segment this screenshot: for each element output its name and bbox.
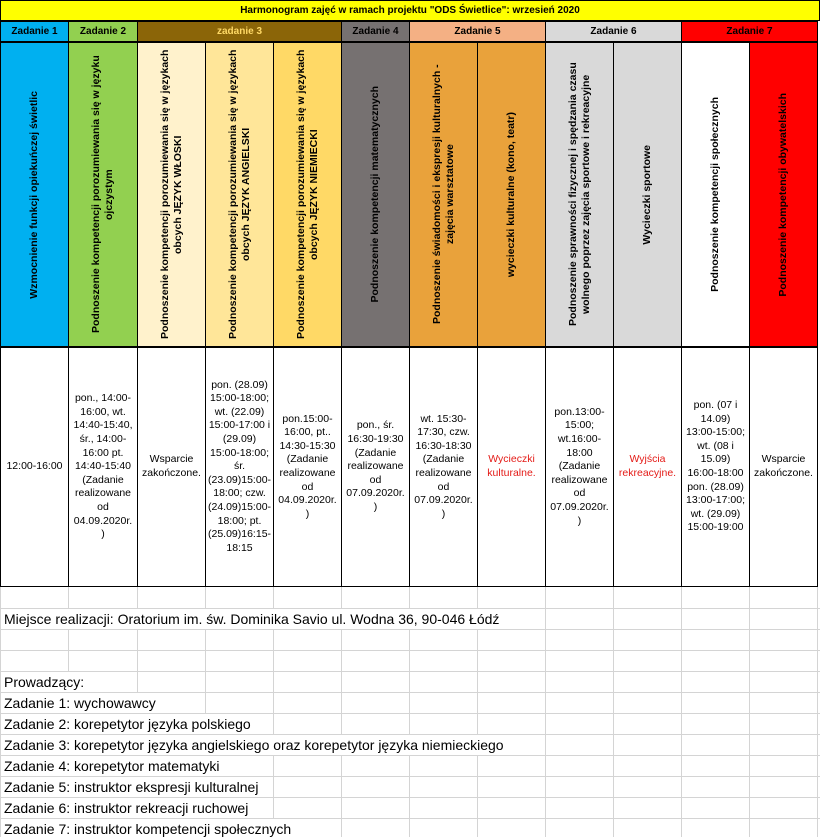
grid-line <box>0 587 1 837</box>
desc-task-5-trips <box>477 42 546 347</box>
leader-task-6: Zadanie 6: instruktor rekreacji ruchowej <box>4 798 252 818</box>
schedule-task-3-english: pon. (28.09) 15:00-18:00; wt. (22.09) 15:00-17:00 i (29.09) 15:00-18:00; śr. (23.09)15:00-18:00; czw. (24.09)15:00-18:00; pt.(25.09)16:15-18:15 <box>205 347 274 587</box>
schedule-task-2: pon., 14:00-16:00, wt. 14:40-15:40, śr., 14:00-16:00 pt. 14:40-15:40 (Zadanie realizowane od 04.09.2020r. ) <box>68 347 138 587</box>
desc-task-1 <box>0 42 69 347</box>
desc-text: Podnoszenie kompetencji porozumiewania się w językach obcych JĘZYK ANGIELSKI <box>226 49 252 340</box>
desc-text: Podnoszenie kompetencji porozumiewania się w języku ojczystym <box>90 55 115 334</box>
schedule-task-6-trips: Wyjścia rekreacyjne. <box>613 347 682 587</box>
desc-text: Podnoszenie kompetencji matematycznych <box>369 86 381 303</box>
leader-task-1: Zadanie 1: wychowawcy <box>4 693 160 713</box>
location-text: Miejsce realizacji: Oratorium im. św. Dominika Savio ul. Wodna 36, 90-046 Łódź <box>4 609 503 629</box>
desc-task-6-trips <box>613 42 682 347</box>
grid-line <box>681 587 682 837</box>
desc-task-2 <box>68 42 138 347</box>
desc-text: Podnoszenie kompetencji społecznych <box>709 97 721 292</box>
grid-line <box>0 629 820 630</box>
header-task-1: Zadanie 1 <box>0 21 69 42</box>
schedule-task-5-workshops: wt. 15:30-17:30, czw. 16:30-18:30 (Zadanie realizowane od 07.09.2020r. ) <box>409 347 478 587</box>
desc-text: Podnoszenie kompetencji obywatelskich <box>777 92 789 297</box>
desc-text: Podnoszenie kompetencji porozumiewania się w językach obcych JĘZYK NIEMIECKI <box>294 49 320 340</box>
grid-line <box>613 587 614 837</box>
schedule-task-7-civic: Wsparcie zakończone. <box>749 347 818 587</box>
desc-text: Podnoszenie świadomości i ekspresji kulturalnych - zajęcia warsztatowe <box>430 64 456 325</box>
schedule-task-1: 12:00-16:00 <box>0 347 69 587</box>
grid-line <box>0 671 820 672</box>
header-task-6: Zadanie 6 <box>545 21 682 42</box>
leader-task-5: Zadanie 5: instruktor ekspresji kulturalnej <box>4 777 262 797</box>
schedule-task-7-social: pon. (07 i 14.09) 13:00-15:00; wt. (08 i 15.09) 16:00-18:00 pon. (28.09) 13:00-17:00; wt. (29.09) 15:00-19:00 <box>681 347 750 587</box>
schedule-task-4: pon., śr. 16:30-19:30 (Zadanie realizowane od 07.09.2020r. ) <box>341 347 410 587</box>
grid-line <box>749 587 750 837</box>
desc-text: Wycieczki sportowe <box>641 144 653 245</box>
desc-text: Wzmocnienie funkcji opiekuńczej świetlic <box>28 90 40 299</box>
desc-task-3-italian <box>137 42 206 347</box>
desc-text: Podnoszenie sprawności fizycznej i spędzania czasu wolnego poprzez zajęcia sportowe i rekreacyjne <box>566 62 592 327</box>
schedule-task-5-trips: Wycieczki kulturalne. <box>477 347 546 587</box>
grid-line <box>545 587 546 837</box>
schedule-task-6-sport: pon.13:00-15:00; wt.16:00-18:00 (Zadanie realizowane od 07.09.2020r. ) <box>545 347 614 587</box>
desc-task-6-sport <box>545 42 614 347</box>
grid-line <box>817 587 818 837</box>
leaders-title: Prowadzący: <box>4 672 88 692</box>
grid-line <box>0 650 820 651</box>
desc-task-3-english <box>205 42 274 347</box>
desc-task-7-social <box>681 42 750 347</box>
desc-task-4 <box>341 42 410 347</box>
desc-text: wycieczki kulturalne (kono, teatr) <box>505 111 517 278</box>
leader-task-3: Zadanie 3: korepetytor języka angielskiego oraz korepetytor języka niemieckiego <box>4 735 508 755</box>
header-task-5: Zadanie 5 <box>409 21 546 42</box>
header-task-7: Zadanie 7 <box>681 21 818 42</box>
desc-text: Podnoszenie kompetencji porozumiewania się w językach obcych JĘZYK WŁOSKI <box>158 49 184 340</box>
header-task-2: Zadanie 2 <box>68 21 138 42</box>
header-task-3: zadanie 3 <box>137 21 342 42</box>
leader-task-7: Zadanie 7: instruktor kompetencji społecznych <box>4 819 295 839</box>
desc-task-7-civic <box>749 42 818 347</box>
schedule-task-3-italian: Wsparcie zakończone. <box>137 347 206 587</box>
desc-task-5-workshops <box>409 42 478 347</box>
desc-task-3-german <box>273 42 342 347</box>
sheet-title: Harmonogram zajęć w ramach projektu "ODS Świetlice": wrzesień 2020 <box>0 0 820 21</box>
schedule-task-3-german: pon.15:00-16:00, pt.. 14:30-15:30 (Zadanie realizowane od 04.09.2020r. ) <box>273 347 342 587</box>
header-task-4: Zadanie 4 <box>341 21 410 42</box>
leader-task-2: Zadanie 2: korepetytor języka polskiego <box>4 714 255 734</box>
leader-task-4: Zadanie 4: korepetytor matematyki <box>4 756 224 776</box>
